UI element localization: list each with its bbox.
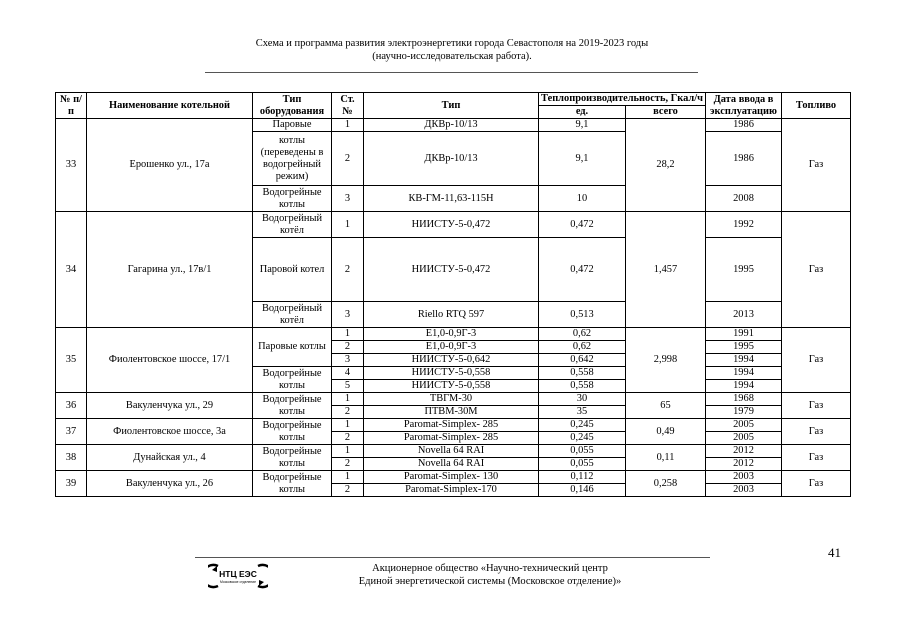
cell-commission-date: 1979 <box>706 406 782 419</box>
cell-unit-capacity: 35 <box>539 406 626 419</box>
cell-num: 36 <box>56 393 87 419</box>
header-line-2: (научно-исследовательская работа). <box>372 51 532 62</box>
cell-unit-capacity: 30 <box>539 393 626 406</box>
cell-unit-capacity: 0,472 <box>539 238 626 302</box>
cell-fuel: Газ <box>782 212 851 328</box>
cell-total-capacity: 0,258 <box>626 471 706 497</box>
footer-organization <box>330 562 650 588</box>
cell-station-number: 1 <box>332 212 364 238</box>
header-num: № п/п <box>56 93 87 119</box>
cell-unit-capacity: 0,472 <box>539 212 626 238</box>
cell-num: 39 <box>56 471 87 497</box>
table-row <box>56 119 851 132</box>
cell-station-number: 2 <box>332 432 364 445</box>
cell-unit-capacity: 0,055 <box>539 445 626 458</box>
cell-unit-capacity: 9,1 <box>539 132 626 186</box>
footer-divider <box>195 557 710 558</box>
cell-unit-capacity: 0,62 <box>539 328 626 341</box>
cell-unit-capacity: 0,245 <box>539 432 626 445</box>
cell-boiler-type: Paromat-Simplex- 130 <box>364 471 539 484</box>
cell-commission-date: 2008 <box>706 186 782 212</box>
cell-boiler-type: КВ-ГМ-11,63-115Н <box>364 186 539 212</box>
header-cap-unit: ед. <box>539 106 626 119</box>
cell-commission-date: 2013 <box>706 302 782 328</box>
cell-boiler-type: НИИСТУ-5-0,558 <box>364 367 539 380</box>
table-row <box>56 393 851 406</box>
table-row <box>56 445 851 458</box>
cell-station-number: 1 <box>332 471 364 484</box>
cell-boiler-name: Фиолентовское шоссе, 3а <box>87 419 253 445</box>
cell-commission-date: 1991 <box>706 328 782 341</box>
cell-commission-date: 1968 <box>706 393 782 406</box>
cell-station-number: 1 <box>332 119 364 132</box>
cell-station-number: 2 <box>332 406 364 419</box>
table-header <box>56 93 851 119</box>
cell-unit-capacity: 0,62 <box>539 341 626 354</box>
cell-fuel: Газ <box>782 328 851 393</box>
cell-total-capacity: 2,998 <box>626 328 706 393</box>
cell-equipment-type: Водогрейные котлы <box>253 419 332 445</box>
cell-unit-capacity: 0,558 <box>539 380 626 393</box>
cell-station-number: 1 <box>332 445 364 458</box>
cell-boiler-name: Ерошенко ул., 17а <box>87 119 253 212</box>
cell-station-number: 4 <box>332 367 364 380</box>
cell-boiler-name: Дунайская ул., 4 <box>87 445 253 471</box>
cell-commission-date: 1994 <box>706 367 782 380</box>
cell-fuel: Газ <box>782 471 851 497</box>
header-st: Ст. № <box>332 93 364 119</box>
cell-unit-capacity: 9,1 <box>539 119 626 132</box>
cell-commission-date: 1995 <box>706 341 782 354</box>
cell-boiler-type: ДКВр-10/13 <box>364 132 539 186</box>
table-row <box>56 212 851 238</box>
cell-total-capacity: 0,11 <box>626 445 706 471</box>
cell-station-number: 2 <box>332 132 364 186</box>
cell-num: 34 <box>56 212 87 328</box>
header-capacity: Теплопроизводительность, Гкал/ч <box>539 93 706 106</box>
table-body <box>56 119 851 497</box>
cell-total-capacity: 0,49 <box>626 419 706 445</box>
header-fuel: Топливо <box>782 93 851 119</box>
cell-num: 38 <box>56 445 87 471</box>
cell-boiler-type: Paromat-Simplex- 285 <box>364 419 539 432</box>
footer-org-line-1: Акционерное общество «Научно-технический центр <box>372 563 608 574</box>
company-logo <box>208 563 268 589</box>
cell-equipment-type: Водогрейный котёл <box>253 212 332 238</box>
svg-text:Московское отделение: Московское отделение <box>219 580 257 584</box>
cell-commission-date: 2012 <box>706 458 782 471</box>
cell-station-number: 1 <box>332 328 364 341</box>
header-cap-total: всего <box>626 106 706 119</box>
header-divider <box>205 72 698 73</box>
header-equip-type: Тип оборудования <box>253 93 332 119</box>
cell-fuel: Газ <box>782 445 851 471</box>
cell-station-number: 1 <box>332 419 364 432</box>
cell-boiler-type: НИИСТУ-5-0,472 <box>364 212 539 238</box>
cell-commission-date: 1986 <box>706 119 782 132</box>
header-date: Дата ввода в эксплуатацию <box>706 93 782 119</box>
cell-station-number: 5 <box>332 380 364 393</box>
cell-boiler-type: ПТВМ-30М <box>364 406 539 419</box>
cell-boiler-type: Paromat-Simplex-170 <box>364 484 539 497</box>
cell-unit-capacity: 10 <box>539 186 626 212</box>
cell-commission-date: 2005 <box>706 432 782 445</box>
cell-num: 35 <box>56 328 87 393</box>
cell-equipment-type: Водогрейные котлы <box>253 471 332 497</box>
cell-equipment-type: Водогрейные котлы <box>253 367 332 393</box>
cell-commission-date: 1994 <box>706 354 782 367</box>
cell-fuel: Газ <box>782 393 851 419</box>
table-row <box>56 419 851 432</box>
table-row <box>56 328 851 341</box>
svg-text:НТЦ ЕЭС: НТЦ ЕЭС <box>219 569 257 579</box>
cell-commission-date: 2003 <box>706 471 782 484</box>
cell-station-number: 3 <box>332 186 364 212</box>
cell-commission-date: 1995 <box>706 238 782 302</box>
cell-station-number: 3 <box>332 354 364 367</box>
cell-boiler-type: ТВГМ-30 <box>364 393 539 406</box>
cell-station-number: 2 <box>332 458 364 471</box>
page-header <box>0 37 904 63</box>
cell-equipment-type: Водогрейные котлы <box>253 393 332 419</box>
page-number: 41 <box>828 545 841 560</box>
cell-commission-date: 2012 <box>706 445 782 458</box>
cell-unit-capacity: 0,513 <box>539 302 626 328</box>
cell-fuel: Газ <box>782 119 851 212</box>
cell-station-number: 3 <box>332 302 364 328</box>
cell-boiler-type: Novella 64 RAI <box>364 458 539 471</box>
cell-unit-capacity: 0,055 <box>539 458 626 471</box>
cell-equipment-type: Водогрейные котлы <box>253 445 332 471</box>
cell-total-capacity: 65 <box>626 393 706 419</box>
cell-fuel: Газ <box>782 419 851 445</box>
cell-unit-capacity: 0,245 <box>539 419 626 432</box>
cell-station-number: 2 <box>332 484 364 497</box>
cell-equipment-type: Паровой котел <box>253 238 332 302</box>
cell-num: 37 <box>56 419 87 445</box>
cell-total-capacity: 1,457 <box>626 212 706 328</box>
footer-org-line-2: Единой энергетической системы (Московское отделение)» <box>358 576 622 587</box>
cell-equipment-type: котлы (переведены в водогрейный режим) <box>253 132 332 186</box>
cell-total-capacity: 28,2 <box>626 119 706 212</box>
cell-equipment-type: Паровые котлы <box>253 328 332 367</box>
cell-unit-capacity: 0,642 <box>539 354 626 367</box>
cell-boiler-name: Вакуленчука ул., 26 <box>87 471 253 497</box>
cell-commission-date: 2003 <box>706 484 782 497</box>
cell-boiler-type: Е1,0-0,9Г-3 <box>364 328 539 341</box>
boiler-table <box>55 92 851 497</box>
cell-num: 33 <box>56 119 87 212</box>
cell-station-number: 2 <box>332 238 364 302</box>
cell-equipment-type: Водогрейный котёл <box>253 302 332 328</box>
cell-boiler-type: ДКВр-10/13 <box>364 119 539 132</box>
cell-boiler-type: Riello RTQ 597 <box>364 302 539 328</box>
header-name: Наименование котельной <box>87 93 253 119</box>
cell-boiler-type: Novella 64 RAI <box>364 445 539 458</box>
cell-commission-date: 1992 <box>706 212 782 238</box>
cell-boiler-name: Гагарина ул., 17в/1 <box>87 212 253 328</box>
header-line-1: Схема и программа развития электроэнергетики города Севастополя на 2019-2023 годы <box>255 38 649 49</box>
cell-boiler-type: НИИСТУ-5-0,642 <box>364 354 539 367</box>
cell-station-number: 2 <box>332 341 364 354</box>
cell-commission-date: 2005 <box>706 419 782 432</box>
cell-boiler-type: Paromat-Simplex- 285 <box>364 432 539 445</box>
cell-station-number: 1 <box>332 393 364 406</box>
cell-unit-capacity: 0,146 <box>539 484 626 497</box>
cell-boiler-name: Вакуленчука ул., 29 <box>87 393 253 419</box>
cell-unit-capacity: 0,112 <box>539 471 626 484</box>
header-type: Тип <box>364 93 539 119</box>
cell-unit-capacity: 0,558 <box>539 367 626 380</box>
cell-boiler-type: НИИСТУ-5-0,472 <box>364 238 539 302</box>
cell-commission-date: 1994 <box>706 380 782 393</box>
cell-boiler-name: Фиолентовское шоссе, 17/1 <box>87 328 253 393</box>
cell-equipment-type: Водогрейные котлы <box>253 186 332 212</box>
cell-boiler-type: НИИСТУ-5-0,558 <box>364 380 539 393</box>
table-row <box>56 471 851 484</box>
cell-commission-date: 1986 <box>706 132 782 186</box>
cell-equipment-type: Паровые <box>253 119 332 132</box>
cell-boiler-type: Е1,0-0,9Г-3 <box>364 341 539 354</box>
